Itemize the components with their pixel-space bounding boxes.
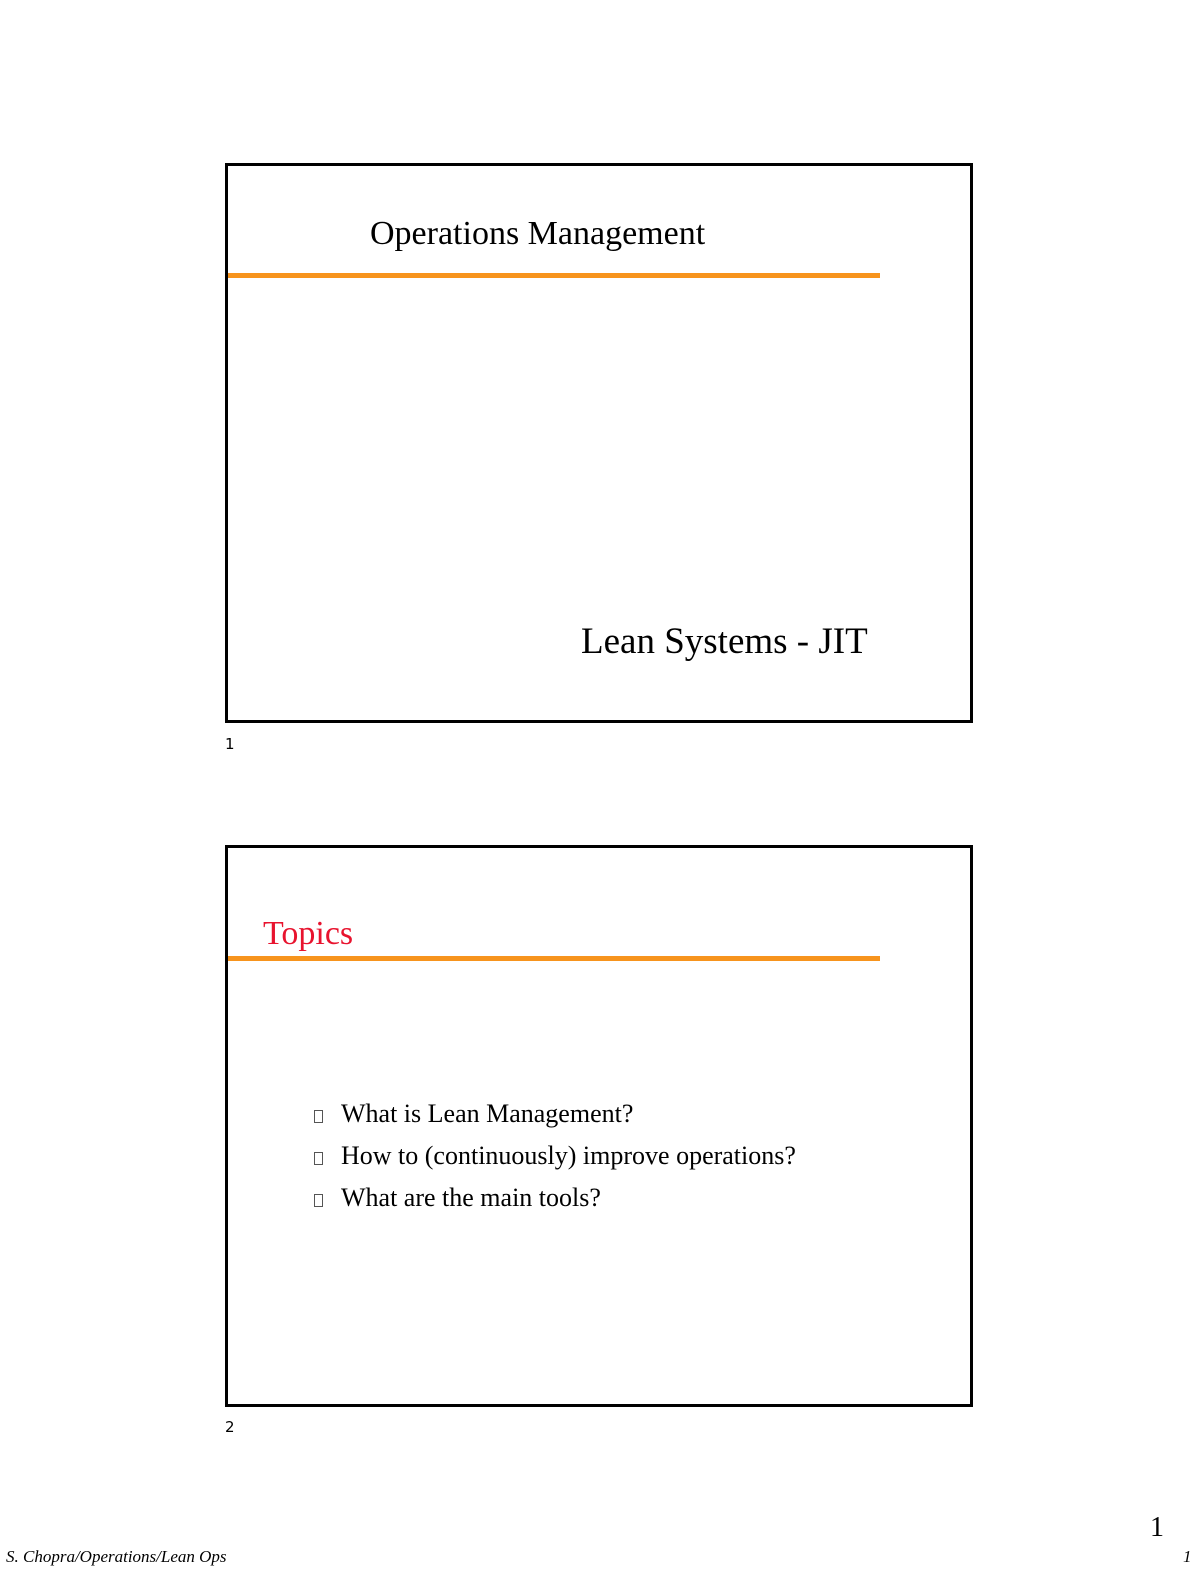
slide-1-subtitle: Lean Systems - JIT: [581, 621, 868, 662]
list-item: [314, 1177, 796, 1219]
list-item: [314, 1093, 796, 1135]
slide-2-number: 2: [225, 1418, 235, 1436]
list-item-text: What is Lean Management?: [341, 1099, 634, 1128]
slide-2-title: Topics: [263, 915, 354, 952]
slide-2: [225, 845, 973, 1407]
footer-page-marker: 1: [1183, 1547, 1192, 1566]
square-bullet-icon: [314, 1110, 323, 1123]
slide-2-title-rule: [228, 956, 880, 961]
square-bullet-icon: [314, 1152, 323, 1165]
square-bullet-icon: [314, 1194, 323, 1207]
slide-1-number: 1: [225, 735, 235, 753]
slide-1-title: Operations Management: [370, 215, 706, 252]
slide-1-title-rule: [228, 273, 880, 278]
page-number: 1: [1150, 1512, 1164, 1543]
list-item-text: What are the main tools?: [341, 1183, 601, 1212]
slide-1: [225, 163, 973, 723]
list-item-text: How to (continuously) improve operations?: [341, 1141, 796, 1170]
footer-credit: S. Chopra/Operations/Lean Ops: [6, 1547, 227, 1566]
list-item: [314, 1135, 796, 1177]
topics-list: [314, 1093, 796, 1219]
